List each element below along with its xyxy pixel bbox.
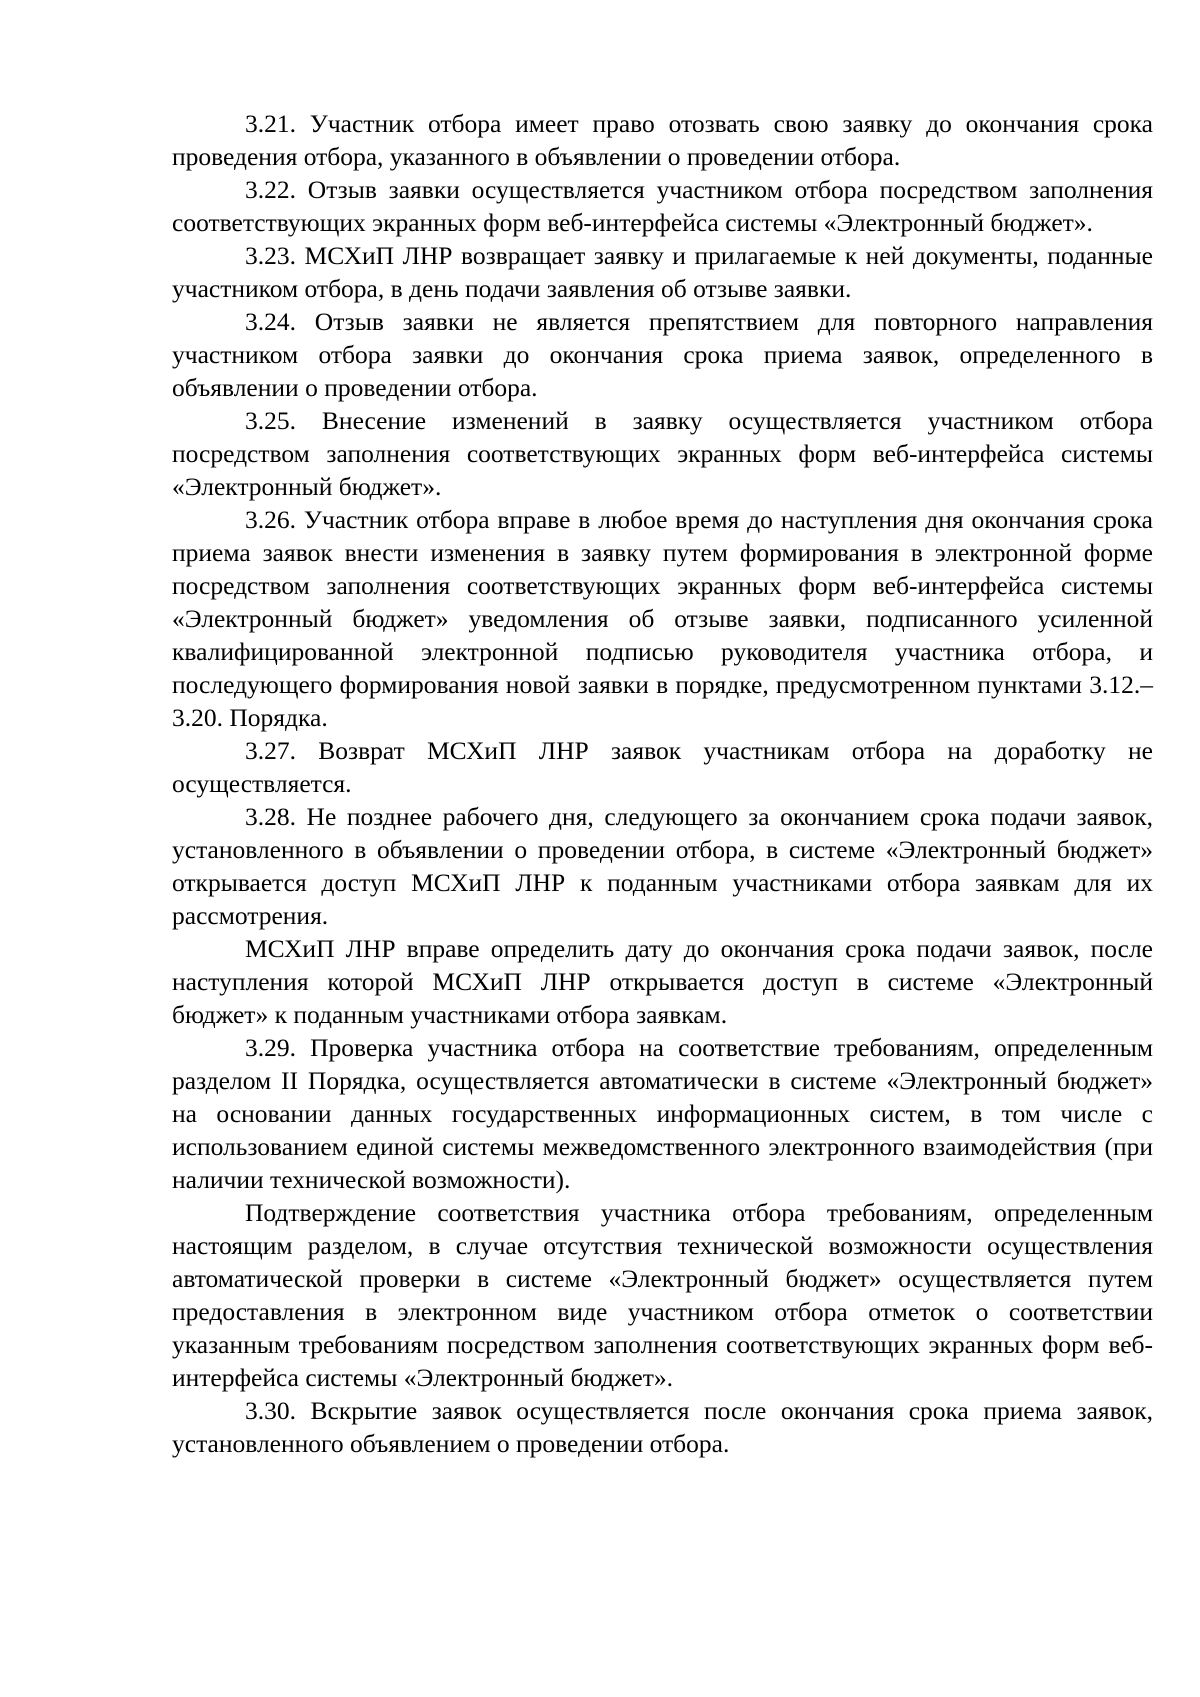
paragraph-3-29: 3.29. Проверка участника отбора на соответствие требованиям, определенным разделом II Порядка, осуществляется автоматически в системе «Электронный бюджет» на основании данных государственных информационных систем, в том числе с использованием единой системы межведомственного электронного взаимодействия (при наличии технической возможности). <box>172 1033 1153 1194</box>
paragraph-3-24: 3.24. Отзыв заявки не является препятствием для повторного направления участником отбора заявки до окончания срока приема заявок, определенного в объявлении о проведении отбора. <box>172 307 1153 402</box>
paragraph-3-29-continued: Подтверждение соответствия участника отбора требованиям, определенным настоящим разделом, в случае отсутствия технической возможности осуществления автоматической проверки в системе «Электронный бюджет» осуществляется путем предоставления в электронном виде участником отбора отметок о соответствии указанным требованиям посредством заполнения соответствующих экранных форм веб-интерфейса системы «Электронный бюджет». <box>172 1198 1153 1392</box>
paragraph-3-30: 3.30. Вскрытие заявок осуществляется после окончания срока приема заявок, установленного объявлением о проведении отбора. <box>172 1396 1153 1458</box>
document-page <box>172 107 1153 1460</box>
paragraph-3-26: 3.26. Участник отбора вправе в любое время до наступления дня окончания срока приема заявок внести изменения в заявку путем формирования в электронной форме посредством заполнения соответствующих экранных форм веб-интерфейса системы «Электронный бюджет» уведомления об отзыве заявки, подписанного усиленной квалифицированной электронной подписью руководителя участника отбора, и последующего формирования новой заявки в порядке, предусмотренном пунктами 3.12.–3.20. Порядка. <box>172 505 1153 732</box>
paragraph-3-27: 3.27. Возврат МСХиП ЛНР заявок участникам отбора на доработку не осуществляется. <box>172 736 1153 798</box>
paragraph-3-28-continued: МСХиП ЛНР вправе определить дату до окончания срока подачи заявок, после наступления которой МСХиП ЛНР открывается доступ в системе «Электронный бюджет» к поданным участниками отбора заявкам. <box>172 934 1153 1029</box>
paragraph-3-23: 3.23. МСХиП ЛНР возвращает заявку и прилагаемые к ней документы, поданные участником отбора, в день подачи заявления об отзыве заявки. <box>172 241 1153 303</box>
paragraph-3-28: 3.28. Не позднее рабочего дня, следующего за окончанием срока подачи заявок, установленного в объявлении о проведении отбора, в системе «Электронный бюджет» открывается доступ МСХиП ЛНР к поданным участниками отбора заявкам для их рассмотрения. <box>172 802 1153 930</box>
paragraph-3-22: 3.22. Отзыв заявки осуществляется участником отбора посредством заполнения соответствующих экранных форм веб-интерфейса системы «Электронный бюджет». <box>172 175 1153 237</box>
paragraph-3-21: 3.21. Участник отбора имеет право отозвать свою заявку до окончания срока проведения отбора, указанного в объявлении о проведении отбора. <box>172 109 1153 171</box>
paragraph-3-25: 3.25. Внесение изменений в заявку осуществляется участником отбора посредством заполнения соответствующих экранных форм веб-интерфейса системы «Электронный бюджет». <box>172 406 1153 501</box>
